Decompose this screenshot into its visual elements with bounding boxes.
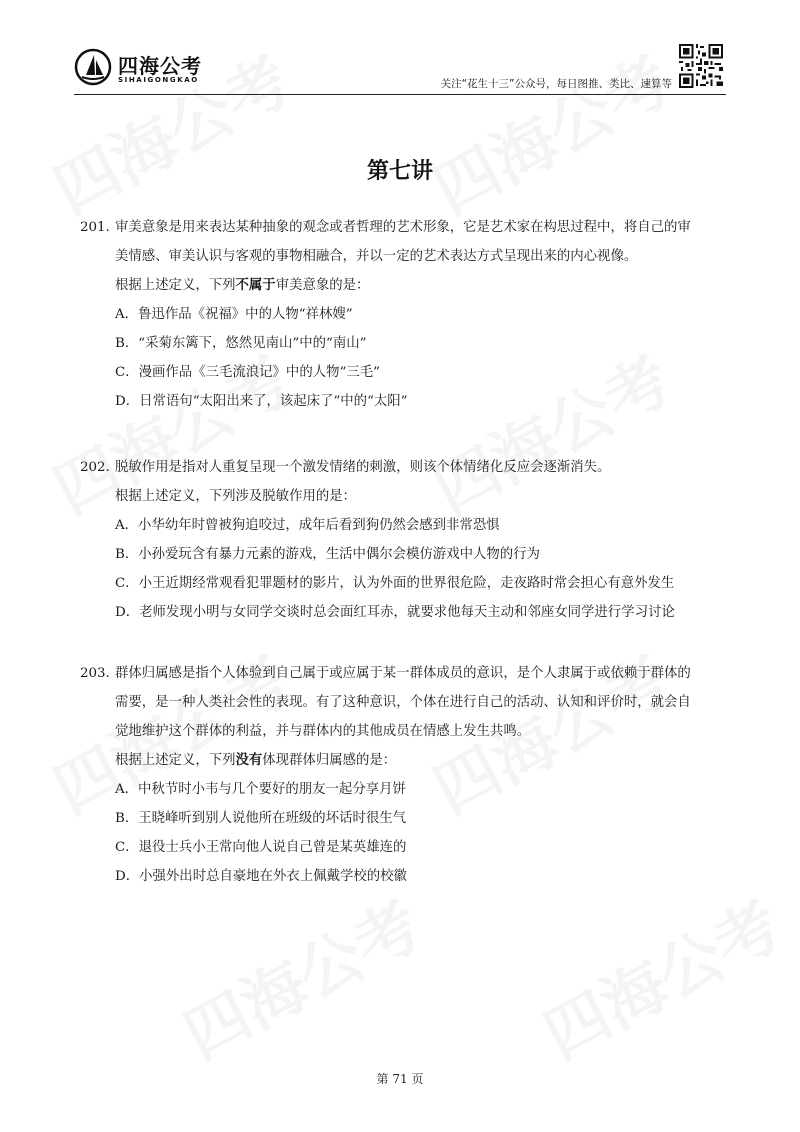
question-prompt — [80, 751, 730, 780]
stem-line — [80, 247, 730, 276]
page-title: 第七讲 — [366, 159, 433, 184]
option-c[interactable]: C．退役士兵小王常向他人说自己曾是某英雄连的 — [115, 840, 407, 855]
stem-line — [80, 664, 730, 693]
stem-text: 审美意象是用来表达某种抽象的观念或者哲理的艺术形象，它是艺术家在构思过程中，将自己的审 — [115, 220, 691, 235]
sailboat-logo-icon — [74, 48, 112, 86]
stem-line — [80, 458, 730, 487]
question-201 — [80, 218, 730, 421]
stem-text: 美情感、审美认识与客观的事物相融合，并以一定的艺术表达方式呈现出来的内心视像。 — [115, 249, 638, 264]
option-d[interactable]: D．老师发现小明与女同学交谈时总会面红耳赤，就要求他每天主动和邻座女同学进行学习讨论 — [115, 605, 675, 620]
option-a[interactable]: A．鲁迅作品《祝福》中的人物“祥林嫂” — [115, 307, 353, 322]
page-header — [0, 0, 800, 100]
stem-text: 脱敏作用是指对人重复呈现一个激发情绪的刺激，则该个体情绪化反应会逐渐消失。 — [115, 460, 611, 475]
option-b[interactable]: B．小孙爱玩含有暴力元素的游戏，生活中偶尔会模仿游戏中人物的行为 — [115, 547, 540, 562]
stem-text: 群体归属感是指个人体验到自己属于或应属于某一群体成员的意识，是个人隶属于或依赖于群体的 — [115, 666, 691, 681]
option-b[interactable]: B．“采菊东篱下，悠然见南山”中的“南山” — [115, 336, 367, 351]
question-203 — [80, 664, 730, 896]
header-divider — [74, 94, 726, 95]
prompt-text: 根据上述定义，下列涉及脱敏作用的是： — [115, 489, 357, 504]
prompt-text: 审美意象的是： — [275, 278, 370, 293]
prompt-emphasis: 没有 — [235, 753, 263, 768]
option-c[interactable]: C．小王近期经常观看犯罪题材的影片，认为外面的世界很危险，走夜路时常会担心有意外发生 — [115, 576, 675, 591]
header-note: 关注“花生十三”公众号，每日图推、类比、速算等 — [440, 78, 672, 90]
stem-line — [80, 722, 730, 751]
brand-logo — [74, 48, 224, 94]
question-number: 203. — [80, 666, 110, 681]
stem-line — [80, 218, 730, 247]
question-number: 202. — [80, 460, 110, 475]
option-b[interactable]: B．王晓峰听到别人说他所在班级的坏话时很生气 — [115, 811, 407, 826]
svg-text:四海公考 — [533, 889, 794, 1075]
option-c[interactable]: C．漫画作品《三毛流浪记》中的人物“三毛” — [115, 365, 380, 380]
stem-text: 需要，是一种人类社会性的表现。有了这种意识，个体在进行自己的活动、认知和评价时，就会自 — [115, 695, 691, 710]
question-202 — [80, 458, 730, 632]
stem-line — [80, 693, 730, 722]
prompt-text: 体现群体归属感的是： — [262, 753, 397, 768]
option-a[interactable]: A．小华幼年时曾被狗追咬过，成年后看到狗仍然会感到非常恐惧 — [115, 518, 500, 533]
stem-text: 觉地维护这个群体的利益，并与群体内的其他成员在情感上发生共鸣。 — [115, 724, 531, 739]
option-a[interactable]: A．中秋节时小韦与几个要好的朋友一起分享月饼 — [115, 782, 406, 797]
option-d[interactable]: D．日常语句“太阳出来了，该起床了”中的“太阳” — [115, 394, 408, 409]
prompt-text: 根据上述定义，下列 — [115, 278, 236, 293]
question-number: 201. — [80, 220, 110, 235]
logo-chinese: 四海公考 — [118, 54, 202, 78]
qr-code-icon — [679, 44, 723, 88]
logo-english: SIHAIGONGKAO — [118, 76, 199, 84]
prompt-text: 根据上述定义，下列 — [115, 753, 236, 768]
svg-text:四海公考 — [173, 889, 434, 1075]
option-d[interactable]: D．小强外出时总自豪地在外衣上佩戴学校的校徽 — [115, 869, 407, 884]
question-prompt — [80, 487, 730, 516]
page-number: 第 71 页 — [376, 1072, 424, 1086]
prompt-emphasis: 不属于 — [235, 278, 276, 293]
question-prompt — [80, 276, 730, 305]
